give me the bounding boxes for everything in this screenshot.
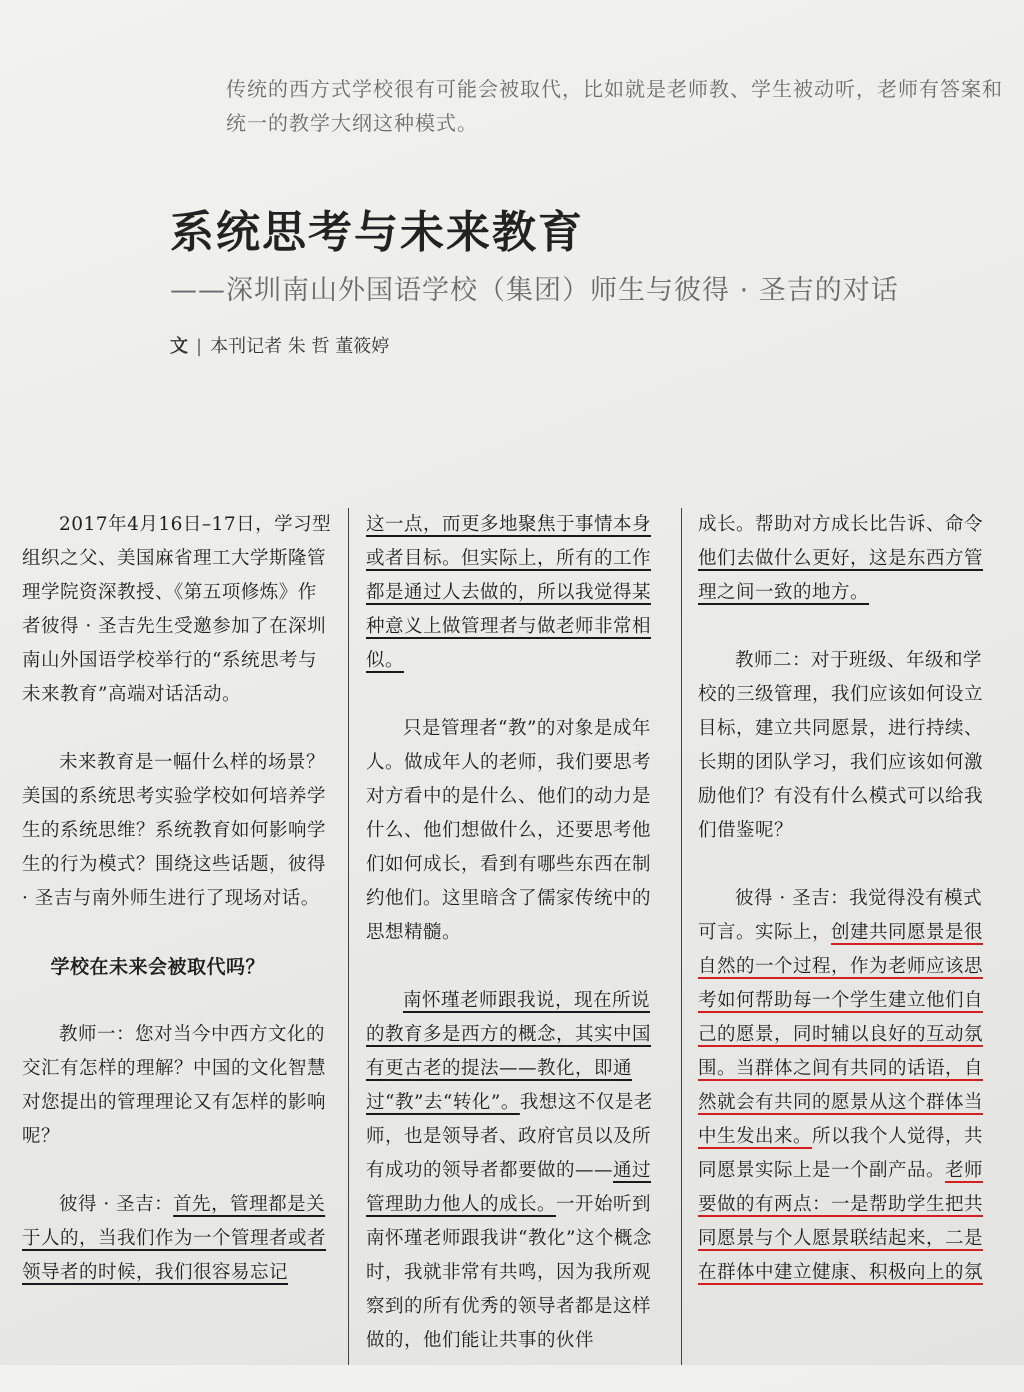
column-1	[22, 508, 332, 1324]
text: 一开始听到南怀瑾老师跟我讲“教化”这个概念时，我就非常有共鸣，因为我所观察到的所有优秀的领导者都是这样做的，他们能让共事的伙伴	[366, 1194, 652, 1351]
column-2	[366, 508, 666, 1392]
speaker-label: 彼得 · 圣吉：我觉得没有模式可言。实际上，	[698, 888, 983, 943]
byline-reporters: 本刊记者 朱 哲 董筱婷	[210, 336, 390, 357]
paragraph	[698, 508, 998, 610]
byline-separator: |	[196, 336, 203, 357]
paragraph	[366, 508, 666, 678]
column-3	[698, 508, 998, 1324]
underlined-text: 这一点，而更多地聚焦于事情本身或者目标。但实际上，所有的工作都是通过人去做的，所以我觉得某种意义上做管理者与做老师非常相似。	[366, 514, 652, 671]
paragraph: 教师一：您对当今中西方文化的交汇有怎样的理解？中国的文化智慧对您提出的管理理论又有怎样的影响呢？	[22, 1024, 327, 1147]
red-underlined-text: 老师要做的有两点：一是帮助学生把共同愿景与个人愿景联结起来，二是在群体中建立健康、积极向上的氛	[698, 1160, 984, 1283]
byline-label: 文	[170, 336, 188, 357]
text: 所以我个人觉得，共同愿景实际上是一个副产品。	[698, 1126, 984, 1181]
paragraph	[366, 984, 666, 1358]
article-subtitle: ——深圳南山外国语学校（集团）师生与彼得 · 圣吉的对话	[170, 275, 899, 306]
underlined-text: 南怀瑾老师跟我说，现在所说的教育多是西方的概念，其实中国有更古老的提法——教化，即通过“教”去“转化”。	[366, 990, 652, 1113]
underlined-text: 首先，管理都是关于人的，当我们作为一个管理者或者领导者的时候，我们很容易忘记	[22, 1194, 327, 1283]
paragraph	[698, 882, 998, 1290]
byline	[170, 332, 389, 358]
paragraph	[22, 1188, 332, 1290]
underlined-text: 通过管理助力他人的成长。	[366, 1160, 652, 1215]
speaker-label: 彼得 · 圣吉：	[59, 1194, 174, 1215]
column-divider	[681, 508, 682, 1365]
text: 成长。帮助对方成长比告诉、命令	[698, 514, 984, 535]
paragraph: 教师二：对于班级、年级和学校的三级管理，我们应该如何设立目标，建立共同愿景，进行持续、长期的团队学习，我们应该如何激励他们？有没有什么模式可以给我们借鉴呢？	[698, 650, 984, 841]
paragraph: 未来教育是一幅什么样的场景？美国的系统思考实验学校如何培养学生的系统思维？系统教育如何影响学生的行为模式？围绕这些话题，彼得 · 圣吉与南外师生进行了现场对话。	[22, 752, 327, 909]
column-divider	[348, 508, 349, 1365]
text: 我想这不仅是老师，也是领导者、政府官员以及所有成功的领导者都要做的——	[366, 1092, 653, 1181]
red-underlined-text: 创建共同愿景是很自然的一个过程，作为老师应该思考如何帮助每一个学生建立他们自己的愿景，同时辅以良好的互动氛围。当群体之间有共同的话语，自然就会有共同的愿景从这个群体当中生发出来。	[698, 922, 984, 1147]
underlined-text: 他们去做什么更好，这是东西方管理之间一致的地方。	[698, 548, 984, 603]
paragraph: 只是管理者“教”的对象是成年人。做成年人的老师，我们要思考对方看中的是什么、他们的动力是什么、他们想做什么，还要思考他们如何成长，看到有哪些东西在制约他们。这里暗含了儒家传统中的思想精髓。	[366, 718, 652, 943]
article-title: 系统思考与未来教育	[170, 207, 584, 258]
section-heading: 学校在未来会被取代吗？	[50, 956, 266, 978]
intro-quote: 传统的西方式学校很有可能会被取代，比如就是老师教、学生被动听，老师有答案和统一的教学大纲这种模式。	[226, 77, 1003, 135]
paragraph: 2017年4月16日–17日，学习型组织之父、美国麻省理工大学斯隆管理学院资深教授、《第五项修炼》作者彼得 · 圣吉先生受邀参加了在深圳南山外国语学校举行的“系统思考与未来教育”高端对话活动。	[22, 514, 332, 705]
